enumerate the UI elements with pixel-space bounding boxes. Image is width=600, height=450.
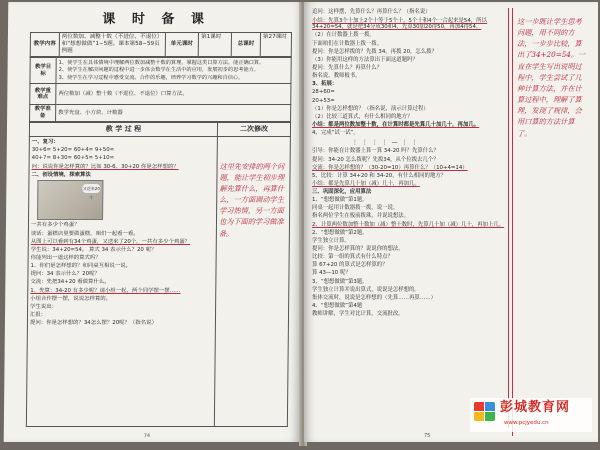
process-line: 追问：这样摆，先算什么？再算什么？（指名说）	[312, 9, 431, 16]
process-line: 一、复习：	[31, 139, 59, 146]
process-line: 小结：都是两位数加整十数，在计算时都是先算几十加几十，再加几。	[312, 121, 480, 128]
process-line: 1、你们是怎样想的？和同桌互相说一说。	[30, 263, 132, 270]
process-line: 汇报：	[29, 311, 47, 318]
process-line: 学生说出：	[30, 303, 58, 310]
process-line: 同桌一起用计数器拨一拨，说一说。	[312, 205, 399, 212]
open-book	[6, 2, 598, 446]
process-line: 交流：你是怎样想的？（30-20=10）再算什么？（10+4=14）	[312, 164, 468, 171]
process-line: 提问：34 表示什么？20呢？	[30, 271, 100, 278]
process-line: 集体交流时，说说是怎样想的（先算……再算……）	[312, 294, 436, 301]
process-line: 交流：先把34+20 看做算什么。	[30, 279, 110, 286]
label-prep: 教学准备	[30, 105, 56, 122]
process-line: 提问：你是怎样想的？34怎么摆？20呢？（指名说）	[29, 320, 157, 327]
process-line: 提问：你是怎样算的？说说你的想法。	[312, 246, 404, 253]
process-line: 3、“想想做做”第3题。	[312, 278, 368, 285]
process-line: 谈话：蛋糕店里要做蛋糕，咱们一起看一看。	[30, 230, 139, 237]
label-key: 教学重难点	[30, 84, 56, 105]
figure-caption: 又送来20个	[82, 186, 100, 201]
process-line: 从图上可以看到有34个鸡蛋，又送来了20个，一共有多少个鸡蛋？	[30, 238, 191, 245]
egg-tray-illustration	[37, 180, 103, 220]
process-line: 1、先算：34-20 有多少呢？请小组一起，两个同学摆一摆……	[30, 287, 181, 294]
prep-text: 教学光盘、小方块、计数器	[56, 105, 291, 122]
watermark-url: www.pcjyedu.cn	[504, 420, 549, 426]
process-line: 4、完成“试一试”。	[312, 130, 359, 137]
process-line: 三、巩固深化，应用算法	[312, 189, 372, 196]
watermark-brand: 彭城教育网	[500, 400, 571, 415]
page-number-right: 75	[424, 432, 431, 439]
process-line: 40+7= 8+30= 60+5= 5+10=	[31, 155, 115, 162]
content-value: 两位数加、减整十数（不进位、不退位）和“想想做做”1~5题。课本第58~59页例题	[59, 33, 165, 57]
margin-divider	[508, 8, 509, 428]
process-line: 下面咱们在计数器上拨一拨。	[312, 40, 383, 47]
process-line: 引导：你能在计数器上算一算 34-20 吗？先算什么？	[312, 148, 439, 155]
label-unit: 单元课时	[165, 33, 198, 57]
process-line: （2）比较三道算式，有什么相同的地方？	[312, 113, 413, 120]
process-line: 算 67+20 的算式是怎样算的？	[312, 262, 388, 269]
process-line: 学生独立计算并说出算式，说说是怎样想的。	[312, 286, 420, 293]
process-line: （2）在计数器上拨一拨。	[312, 32, 375, 39]
handwritten-notes-right: 这一步既让学生思考问题，用不同的方法，一步步比较，算出了34+20=54。一直在学生写出说明过程中，学生尝试了几种计算方法，并在计算过程中，理解了算理，发现了规律，会用口算的方法计算了。	[512, 8, 587, 436]
process-line: 指名说，教师板书。	[312, 73, 361, 80]
process-line: 二、创设情境，探索算法	[31, 171, 91, 178]
label-goals: 教学目标	[30, 57, 56, 84]
process-line: 30+6= 5+20= 60+4= 9+50=	[31, 147, 115, 154]
process-line: 学生独立计算。	[312, 237, 350, 244]
goals-list	[56, 57, 291, 84]
process-line: 2、“想想做做”第2题。	[312, 229, 368, 236]
page-title: 课 时 备 课	[102, 12, 210, 27]
process-line: 2、计算两位数加整十数加（减）整十数时，先算几十加（减）几十，再加上几。	[312, 221, 505, 228]
process-line: 比较：第一组的算式有什么特点？	[312, 254, 393, 261]
goal-item: 3、使学生在学习过程中感受交流、合作的乐趣，培养学习数学的兴趣和自信心。	[58, 74, 244, 81]
process-line: 小结：都是先算几十加（减）几十，再加几。	[312, 180, 420, 187]
watermark-logo	[470, 398, 592, 432]
right-content	[312, 8, 586, 428]
label-total: 总课时	[231, 33, 260, 57]
brand-logo-icon	[474, 402, 496, 422]
right-main-text	[312, 8, 508, 319]
section-process: 教 学 过 程	[29, 122, 217, 136]
abacus-illustration: ⋮ ⋮ ⋮ ⋮ — ⋮ ⋮	[352, 138, 419, 146]
process-line: （3）你能用这样的方法算出下面这道题吗？	[312, 56, 418, 63]
process-line: 3、拓展：	[312, 81, 338, 88]
process-line: 提问：你是怎样拨的？先拨 34，再拨 20，怎么拨？	[312, 48, 437, 55]
total-value: 第27课时	[260, 33, 291, 57]
unit-value: 第1课时	[198, 33, 231, 57]
process-line: 5、比较：计算 34+20 和 34-20，有什么相同的地方？	[312, 172, 447, 179]
handwritten-notes-left: 这里先安排的两个问题，能让学生初步理解先算什么，再算什么，一方面调动学生学习热情，另一方面也为下面的学习做准备。	[214, 136, 290, 426]
process-line: 小结：先算3个十加上2个十等于5个十，5个十和4个一合起来是54，所以34+20=54，就是把34分成30和4，先算30加20得50，再加4得54。	[312, 17, 487, 31]
process-line: （1）你是怎样想的？（指名说，演示计算过程）	[312, 105, 429, 112]
process-line: 指名两位学生在板前拨珠，并说说想法。	[312, 213, 410, 220]
process-line: 小组合作摆一摆，说说怎样算的。	[30, 295, 112, 302]
section-revise: 二次修改	[217, 122, 290, 136]
right-page	[304, 2, 598, 442]
process-content	[26, 136, 217, 426]
process-line: 4、“想想做做”第4题	[312, 303, 363, 310]
process-line: 问：说说你是怎样算的？比如 30-6、30+20 你是怎样想的？	[31, 163, 179, 170]
process-line: 提问：34-20 怎么拨呢？先拨34，从个位拨去几个？	[312, 156, 439, 163]
process-line: 20+53=	[312, 97, 335, 104]
process-line: 算 43—10 呢？	[312, 270, 351, 277]
process-line: 教师讲解，学生对比计算，交流批改。	[312, 311, 404, 318]
process-line: 28+60=	[312, 89, 335, 96]
process-line: 一共有多少个鸡蛋？	[30, 222, 80, 229]
lesson-plan-table	[26, 32, 292, 427]
goal-item: 2、使学生在解决问题的过程中进一步体会数学在生活中的应用，发展初步的思考能力。	[58, 67, 260, 74]
process-line: 你能列出一道这样的算式吗？	[30, 254, 101, 261]
goal-item: 1、使学生在具体情境中理解两位数加减整十数的算理，掌握这类口算方法，能正确口算。	[58, 59, 265, 66]
process-line: 1、“想想做做”第1题。	[312, 197, 368, 204]
page-number-left: 74	[143, 432, 151, 439]
left-page	[4, 2, 305, 442]
process-line: 学生说：34+20=54。 算式 34 表示什么？20 呢？	[30, 246, 157, 253]
process-line: 提问：先算什么？再算什么？	[312, 64, 383, 71]
label-content: 教学内容	[30, 33, 59, 57]
key-text: 两位数加（减）整十数（不进位、不退位）口算方法。	[56, 84, 291, 105]
